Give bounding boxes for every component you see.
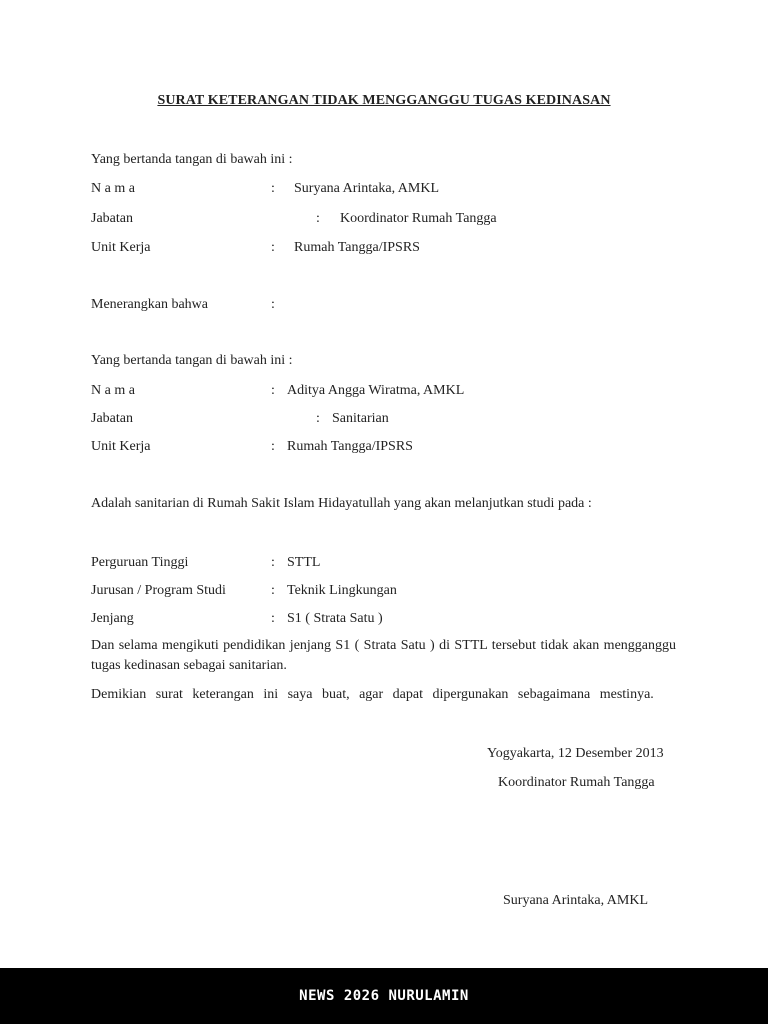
watermark-footer-bar [0,968,768,1024]
place-date: Yogyakarta, 12 Desember 2013 [487,746,664,761]
signer-name: Suryana Arintaka, AMKL [503,893,649,908]
footer-watermark-text: NEWS 2026 NURULAMIN [299,988,469,1004]
field-label-jenjang: Jenjang [91,611,134,626]
field-value-unit-1: Rumah Tangga/IPSRS [294,240,420,255]
field-value-nama-2: Aditya Angga Wiratma, AMKL [287,383,465,398]
field-label-jabatan-2: Jabatan [91,411,133,426]
letter-title: SURAT KETERANGAN TIDAK MENGGANGGU TUGAS KEDINASAN [157,93,611,108]
colon: : [316,211,320,226]
colon: : [316,411,320,426]
colon: : [271,555,275,570]
field-label-jabatan-1: Jabatan [91,211,133,226]
paragraph-penutup: Demikian surat keterangan ini saya buat, agar dapat dipergunakan sebagaimana mestinya. [91,687,654,702]
menerangkan-label: Menerangkan bahwa [91,297,209,312]
field-value-nama-1: Suryana Arintaka, AMKL [294,181,440,196]
statement-text: Adalah sanitarian di Rumah Sakit Islam Hidayatullah yang akan melanjutkan studi pada : [91,496,592,511]
field-label-nama-1: N a m a [91,181,135,196]
field-label-nama-2: N a m a [91,383,135,398]
signer-position: Koordinator Rumah Tangga [498,775,655,790]
colon: : [271,383,275,398]
colon: : [271,583,275,598]
intro-text-2: Yang bertanda tangan di bawah ini : [91,353,293,368]
colon: : [271,181,275,196]
field-label-unit-2: Unit Kerja [91,439,151,454]
field-value-jabatan-1: Koordinator Rumah Tangga [340,211,497,226]
field-label-jurusan: Jurusan / Program Studi [91,583,226,598]
field-value-jurusan: Teknik Lingkungan [287,583,397,598]
paragraph-pendidikan: Dan selama mengikuti pendidikan jenjang S1 ( Strata Satu ) di STTL tersebut tidak akan mengganggu tugas kedinasan sebagai sanitarian. [91,638,676,673]
colon: : [271,297,275,312]
colon: : [271,240,275,255]
colon: : [271,611,275,626]
intro-text-1: Yang bertanda tangan di bawah ini : [91,152,293,167]
field-value-unit-2: Rumah Tangga/IPSRS [287,439,413,454]
field-label-unit-1: Unit Kerja [91,240,151,255]
field-value-jenjang: S1 ( Strata Satu ) [287,611,383,626]
field-value-perguruan: STTL [287,555,321,570]
field-value-jabatan-2: Sanitarian [332,411,389,426]
field-label-perguruan: Perguruan Tinggi [91,555,189,570]
colon: : [271,439,275,454]
